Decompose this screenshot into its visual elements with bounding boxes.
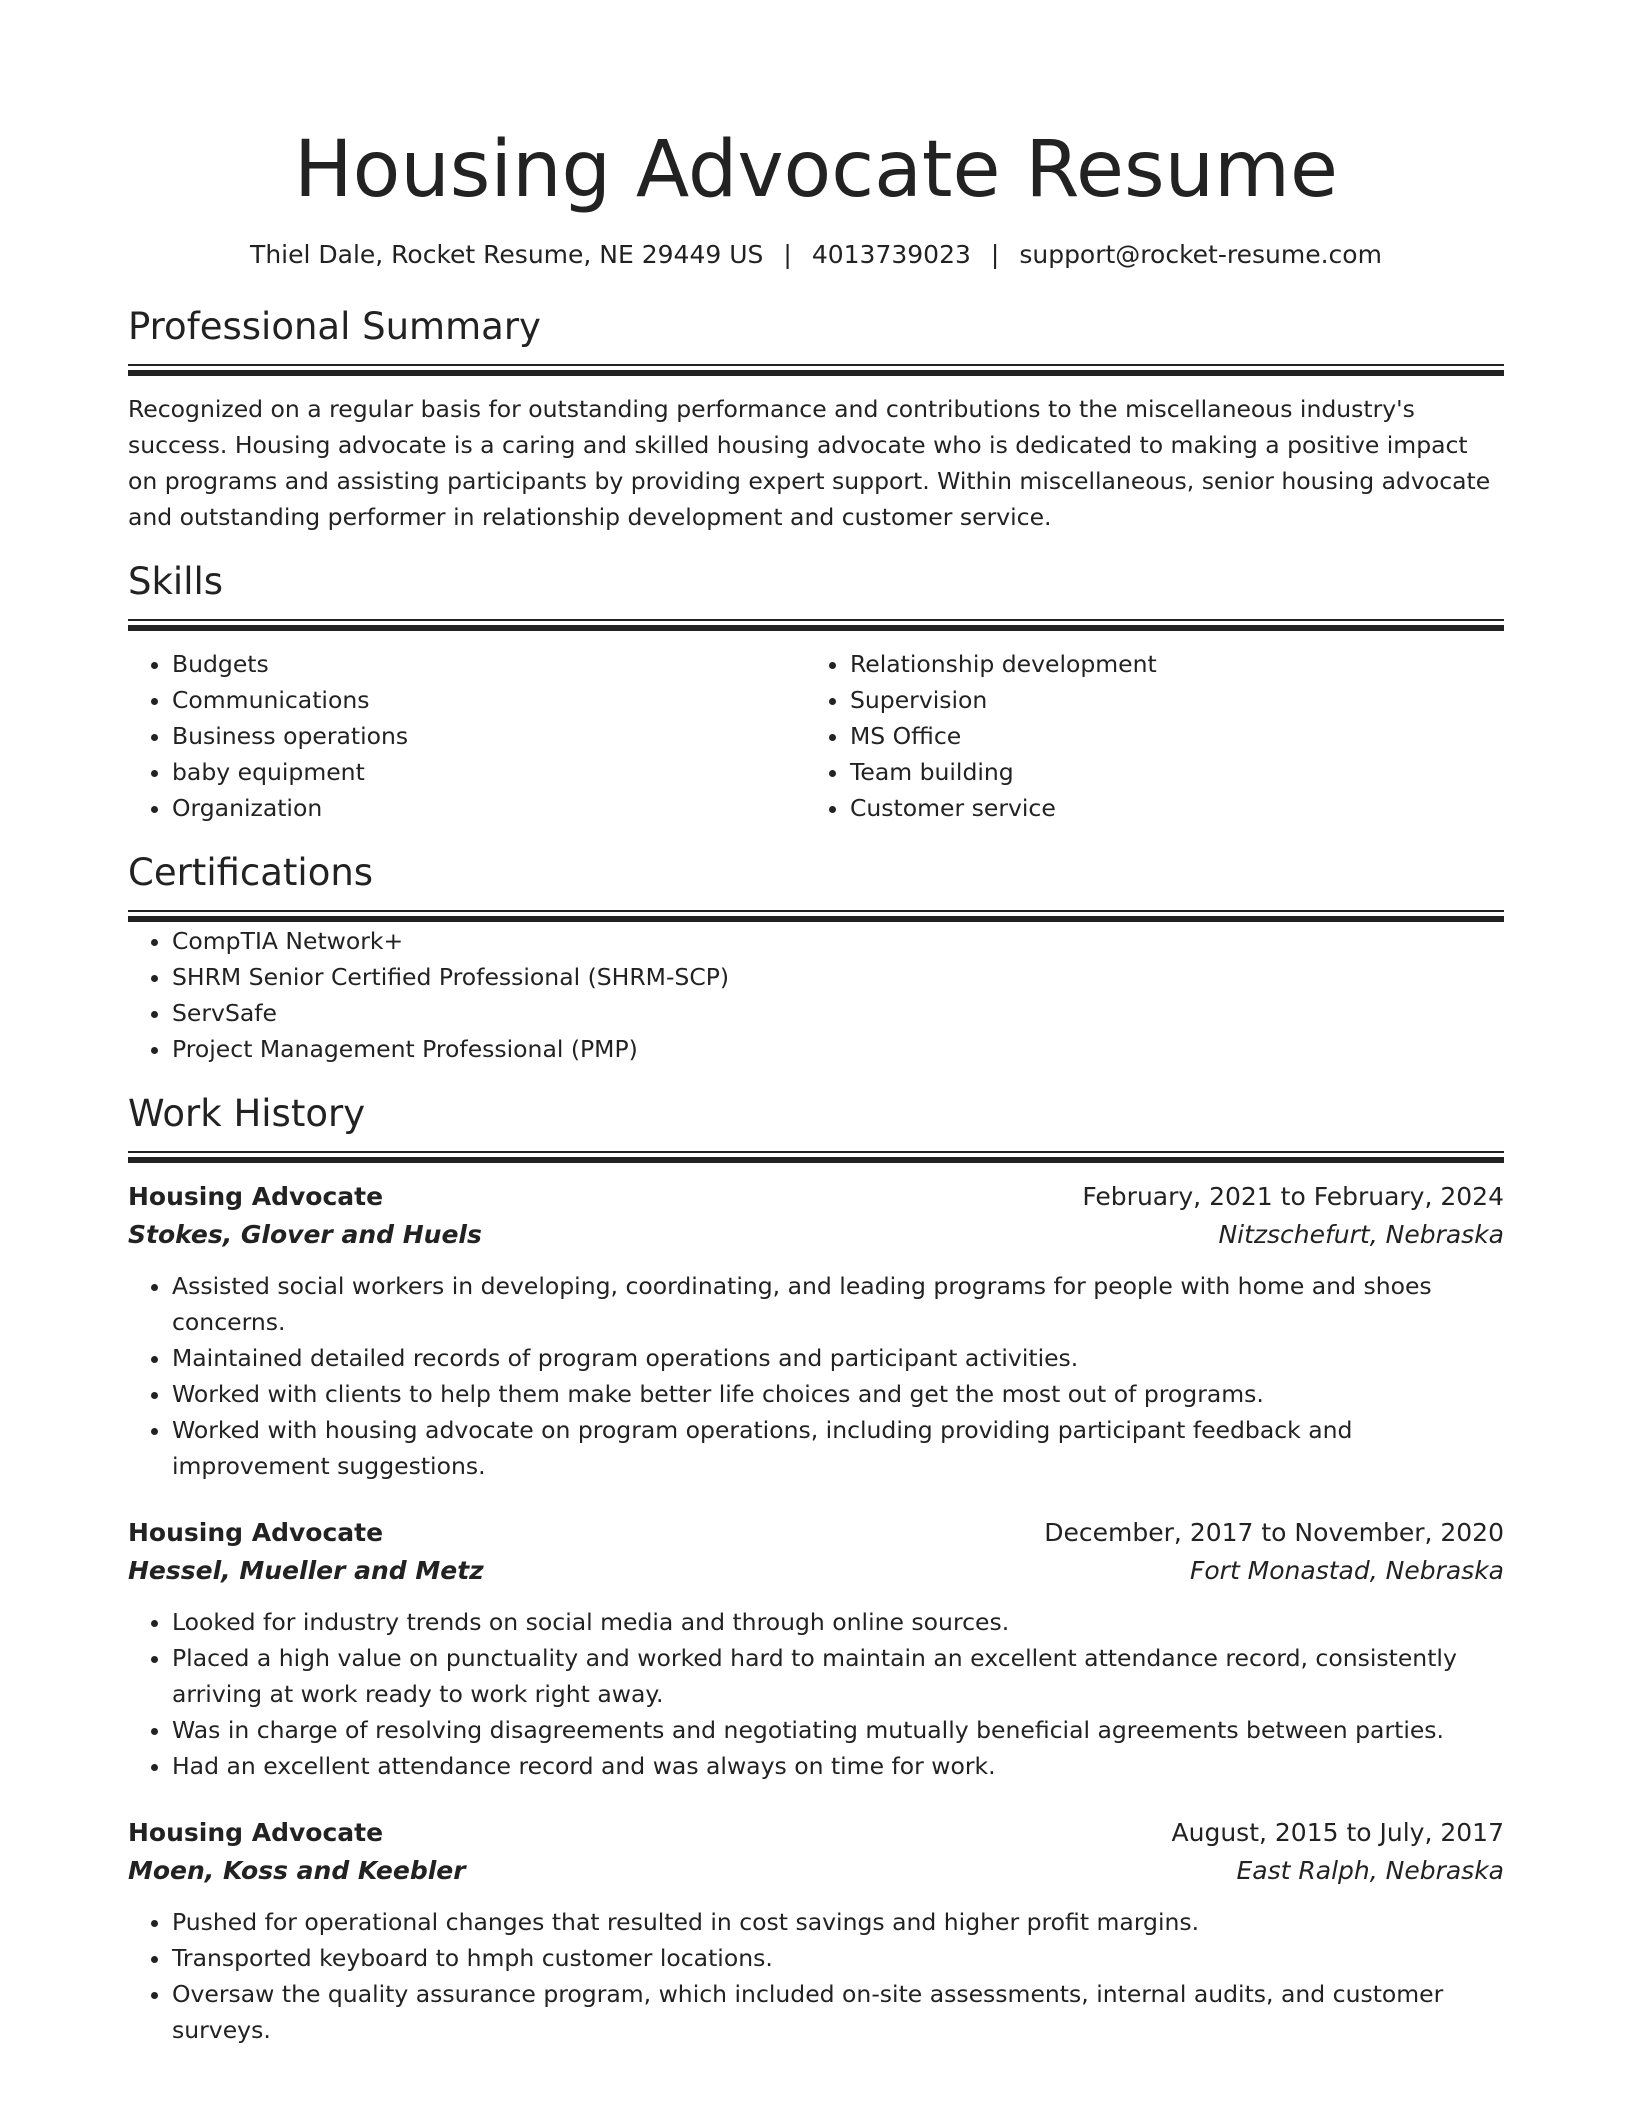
job-bullet: • Worked with housing advocate on program operations, including providing participant feedback and improvement suggestions. bbox=[172, 1412, 1504, 1484]
certifications-heading: Certifications bbox=[128, 851, 374, 894]
job-bullets bbox=[128, 1904, 1504, 2048]
skill-item: • Supervision bbox=[850, 682, 1484, 718]
skill-item: • Communications bbox=[172, 682, 806, 718]
job-subheader-row bbox=[128, 1552, 1504, 1590]
contact-separator: | bbox=[990, 240, 1000, 269]
page-title: Housing Advocate Resume bbox=[293, 125, 1338, 215]
certification-item: • ServSafe bbox=[172, 995, 1504, 1031]
certification-item: • SHRM Senior Certified Professional (SHRM-SCP) bbox=[172, 959, 1504, 995]
job-location: Nitzschefurt, Nebraska bbox=[1218, 1220, 1504, 1249]
job-bullet: • Maintained detailed records of program operations and participant activities. bbox=[172, 1340, 1504, 1376]
job-bullet: • Was in charge of resolving disagreements and negotiating mutually beneficial agreements between parties. bbox=[172, 1712, 1504, 1748]
skill-item: • Relationship development bbox=[850, 646, 1484, 682]
skill-item: • Business operations bbox=[172, 718, 806, 754]
job-bullet: • Pushed for operational changes that resulted in cost savings and higher profit margins. bbox=[172, 1904, 1504, 1940]
job-company: Hessel, Mueller and Metz bbox=[128, 1556, 484, 1585]
job-location: East Ralph, Nebraska bbox=[1236, 1856, 1504, 1885]
contact-address: Thiel Dale, Rocket Resume, NE 29449 US bbox=[250, 240, 764, 269]
skills-column-left bbox=[128, 646, 806, 826]
job-dates: December, 2017 to November, 2020 bbox=[1044, 1518, 1504, 1547]
contact-line bbox=[128, 238, 1504, 272]
job-entry bbox=[128, 1514, 1504, 1784]
skills-list-right bbox=[806, 646, 1484, 826]
skills-grid bbox=[128, 646, 1504, 826]
job-bullet: • Had an excellent attendance record and was always on time for work. bbox=[172, 1748, 1504, 1784]
job-header-row bbox=[128, 1178, 1504, 1216]
job-bullet: • Transported keyboard to hmph customer locations. bbox=[172, 1940, 1504, 1976]
skills-list-left bbox=[128, 646, 806, 826]
job-bullet: • Placed a high value on punctuality and worked hard to maintain an excellent attendance record, consistently arriving at work ready to work right away. bbox=[172, 1640, 1504, 1712]
job-subheader-row bbox=[128, 1852, 1504, 1890]
job-title: Housing Advocate bbox=[128, 1818, 384, 1847]
summary-heading: Professional Summary bbox=[128, 305, 541, 348]
job-bullet: • Assisted social workers in developing, coordinating, and leading programs for people with home and shoes concerns. bbox=[172, 1268, 1504, 1340]
job-company: Moen, Koss and Keebler bbox=[128, 1856, 466, 1885]
job-dates: February, 2021 to February, 2024 bbox=[1082, 1182, 1504, 1211]
job-title: Housing Advocate bbox=[128, 1182, 384, 1211]
contact-email: support@rocket-resume.com bbox=[1019, 240, 1382, 269]
job-bullet: • Looked for industry trends on social media and through online sources. bbox=[172, 1604, 1504, 1640]
certifications-list bbox=[128, 923, 1504, 1067]
job-title: Housing Advocate bbox=[128, 1518, 384, 1547]
summary-text: Recognized on a regular basis for outstanding performance and contributions to the miscellaneous industry's success. Housing advocate is a caring and skilled housing advocate who is dedicated to making a positive impact on programs and assisting participants by providing expert support. Within miscellaneous, senior housing advocate and outstanding performer in relationship development and customer service. bbox=[128, 395, 1491, 531]
summary-section bbox=[128, 304, 1504, 535]
skill-item: • MS Office bbox=[850, 718, 1484, 754]
job-bullet: • Oversaw the quality assurance program, which included on-site assessments, internal audits, and customer surveys. bbox=[172, 1976, 1504, 2048]
work-history-section bbox=[128, 1091, 1504, 2048]
contact-separator: | bbox=[783, 240, 792, 269]
section-divider bbox=[128, 619, 1504, 632]
job-bullets bbox=[128, 1604, 1504, 1784]
skills-heading: Skills bbox=[128, 560, 224, 603]
skill-item: • baby equipment bbox=[172, 754, 806, 790]
section-divider bbox=[128, 910, 1504, 923]
job-location: Fort Monastad, Nebraska bbox=[1189, 1556, 1504, 1585]
job-entry bbox=[128, 1814, 1504, 2048]
skill-item: • Team building bbox=[850, 754, 1484, 790]
certification-item: • Project Management Professional (PMP) bbox=[172, 1031, 1504, 1067]
work-history-heading: Work History bbox=[128, 1092, 366, 1135]
job-header-row bbox=[128, 1814, 1504, 1852]
skills-section bbox=[128, 559, 1504, 826]
section-divider bbox=[128, 1151, 1504, 1164]
job-company: Stokes, Glover and Huels bbox=[128, 1220, 482, 1249]
job-header-row bbox=[128, 1514, 1504, 1552]
job-entry bbox=[128, 1178, 1504, 1484]
job-bullets bbox=[128, 1268, 1504, 1484]
skills-column-right bbox=[806, 646, 1484, 826]
certifications-section bbox=[128, 850, 1504, 1067]
skill-item: • Customer service bbox=[850, 790, 1484, 826]
section-divider bbox=[128, 364, 1504, 377]
job-bullet: • Worked with clients to help them make better life choices and get the most out of programs. bbox=[172, 1376, 1504, 1412]
job-dates: August, 2015 to July, 2017 bbox=[1171, 1818, 1504, 1847]
skill-item: • Organization bbox=[172, 790, 806, 826]
job-subheader-row bbox=[128, 1216, 1504, 1254]
contact-phone: 4013739023 bbox=[811, 240, 971, 269]
resume-page bbox=[128, 0, 1504, 2048]
certification-item: • CompTIA Network+ bbox=[172, 923, 1504, 959]
skill-item: • Budgets bbox=[172, 646, 806, 682]
